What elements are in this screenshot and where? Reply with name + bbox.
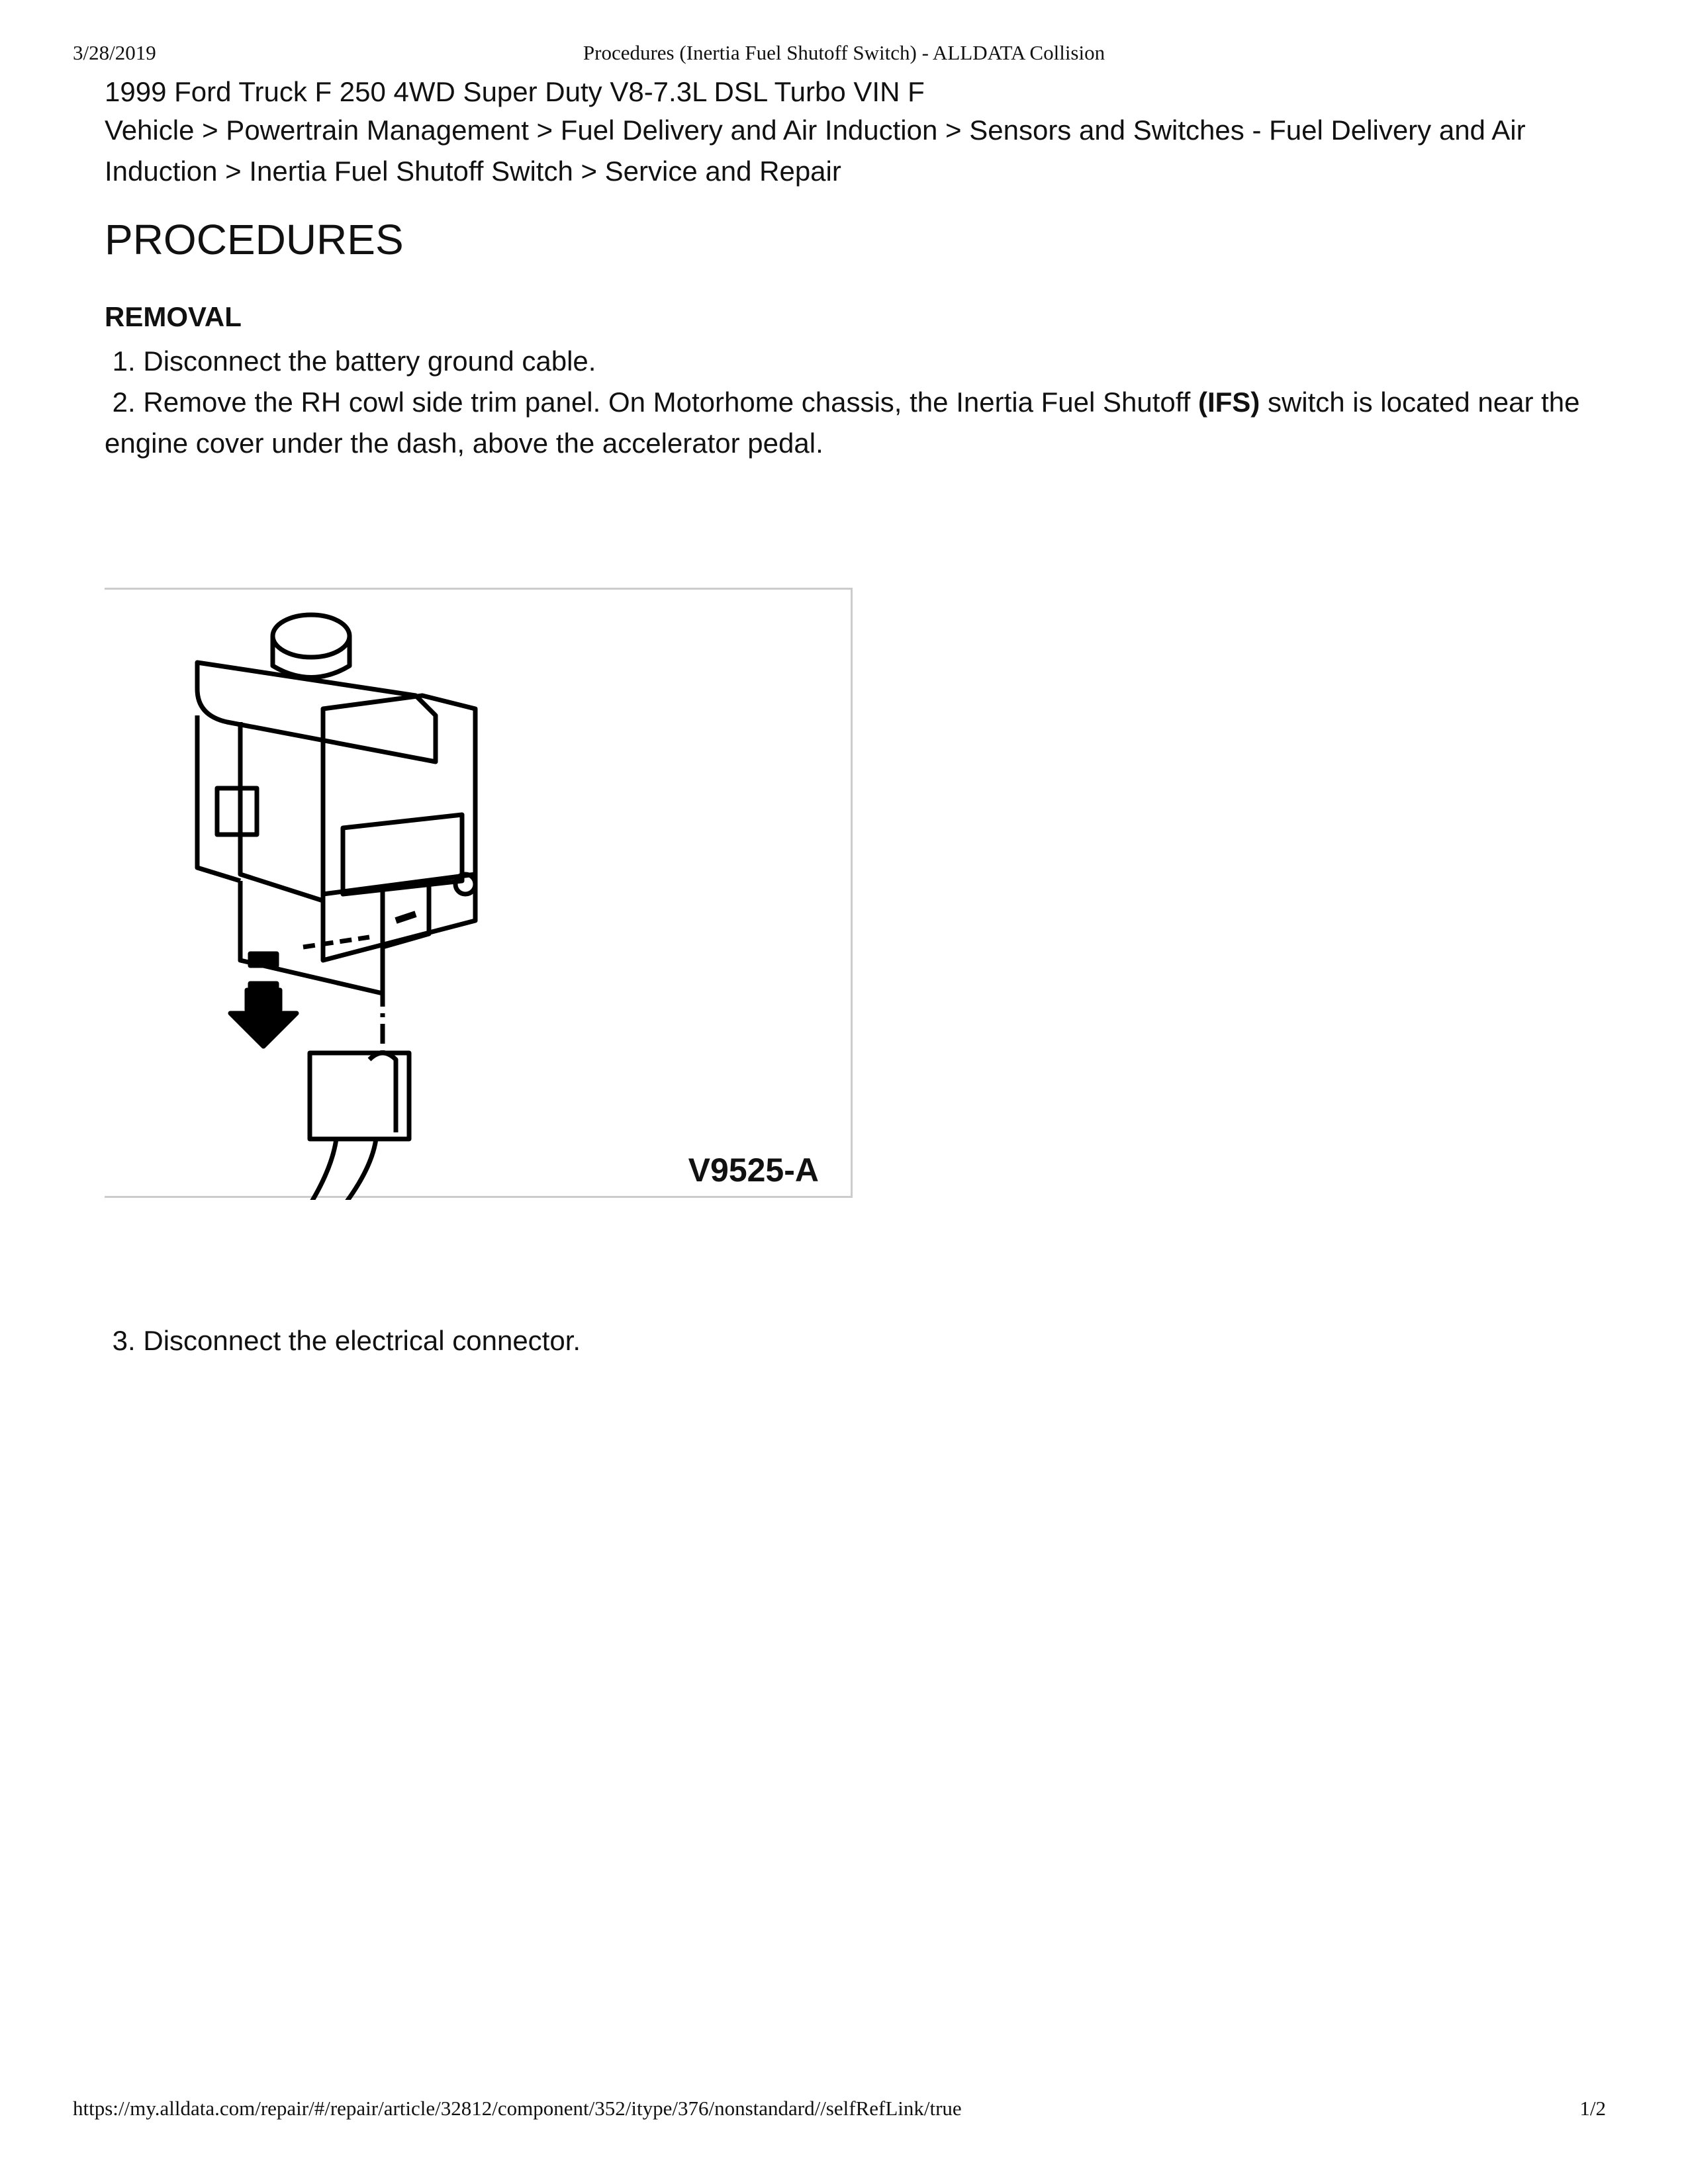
page-title: PROCEDURES [105, 216, 404, 263]
figure-inertia-switch [105, 588, 853, 1198]
step-3-text: 3. Disconnect the electrical connector. [112, 1325, 581, 1356]
print-url: https://my.alldata.com/repair/#/repair/article/32812/component/352/itype/376/nonstandard//selfRefLink/true [73, 2097, 962, 2120]
section-heading: REMOVAL [105, 301, 242, 332]
step-2 [105, 382, 1607, 464]
print-date: 3/28/2019 [73, 41, 156, 64]
step-1 [105, 341, 596, 382]
page-number: 1/2 [1579, 2097, 1606, 2120]
step-2-text-a: 2. Remove the RH cowl side trim panel. On Motorhome chassis, the Inertia Fuel Shutoff [112, 387, 1198, 418]
step-1-text: 1. Disconnect the battery ground cable. [112, 345, 596, 377]
step-2-text-b: switch is located near the engine cover under the dash, above the accelerator pedal. [105, 387, 1580, 459]
vehicle-title: 1999 Ford Truck F 250 4WD Super Duty V8-7.3L DSL Turbo VIN F [105, 76, 925, 107]
step-2-bold: (IFS) [1197, 387, 1260, 418]
print-title: Procedures (Inertia Fuel Shutoff Switch) - ALLDATA Collision [583, 41, 1105, 64]
breadcrumb[interactable]: Vehicle > Powertrain Management > Fuel Delivery and Air Induction > Sensors and Switches - Fuel Delivery and Air Induction > Inertia Fuel Shutoff Switch > Service and Repair [105, 114, 1526, 187]
inertia-switch-illustration [105, 590, 853, 1200]
figure-label: V9525-A [688, 1152, 819, 1189]
step-3 [105, 1320, 581, 1361]
